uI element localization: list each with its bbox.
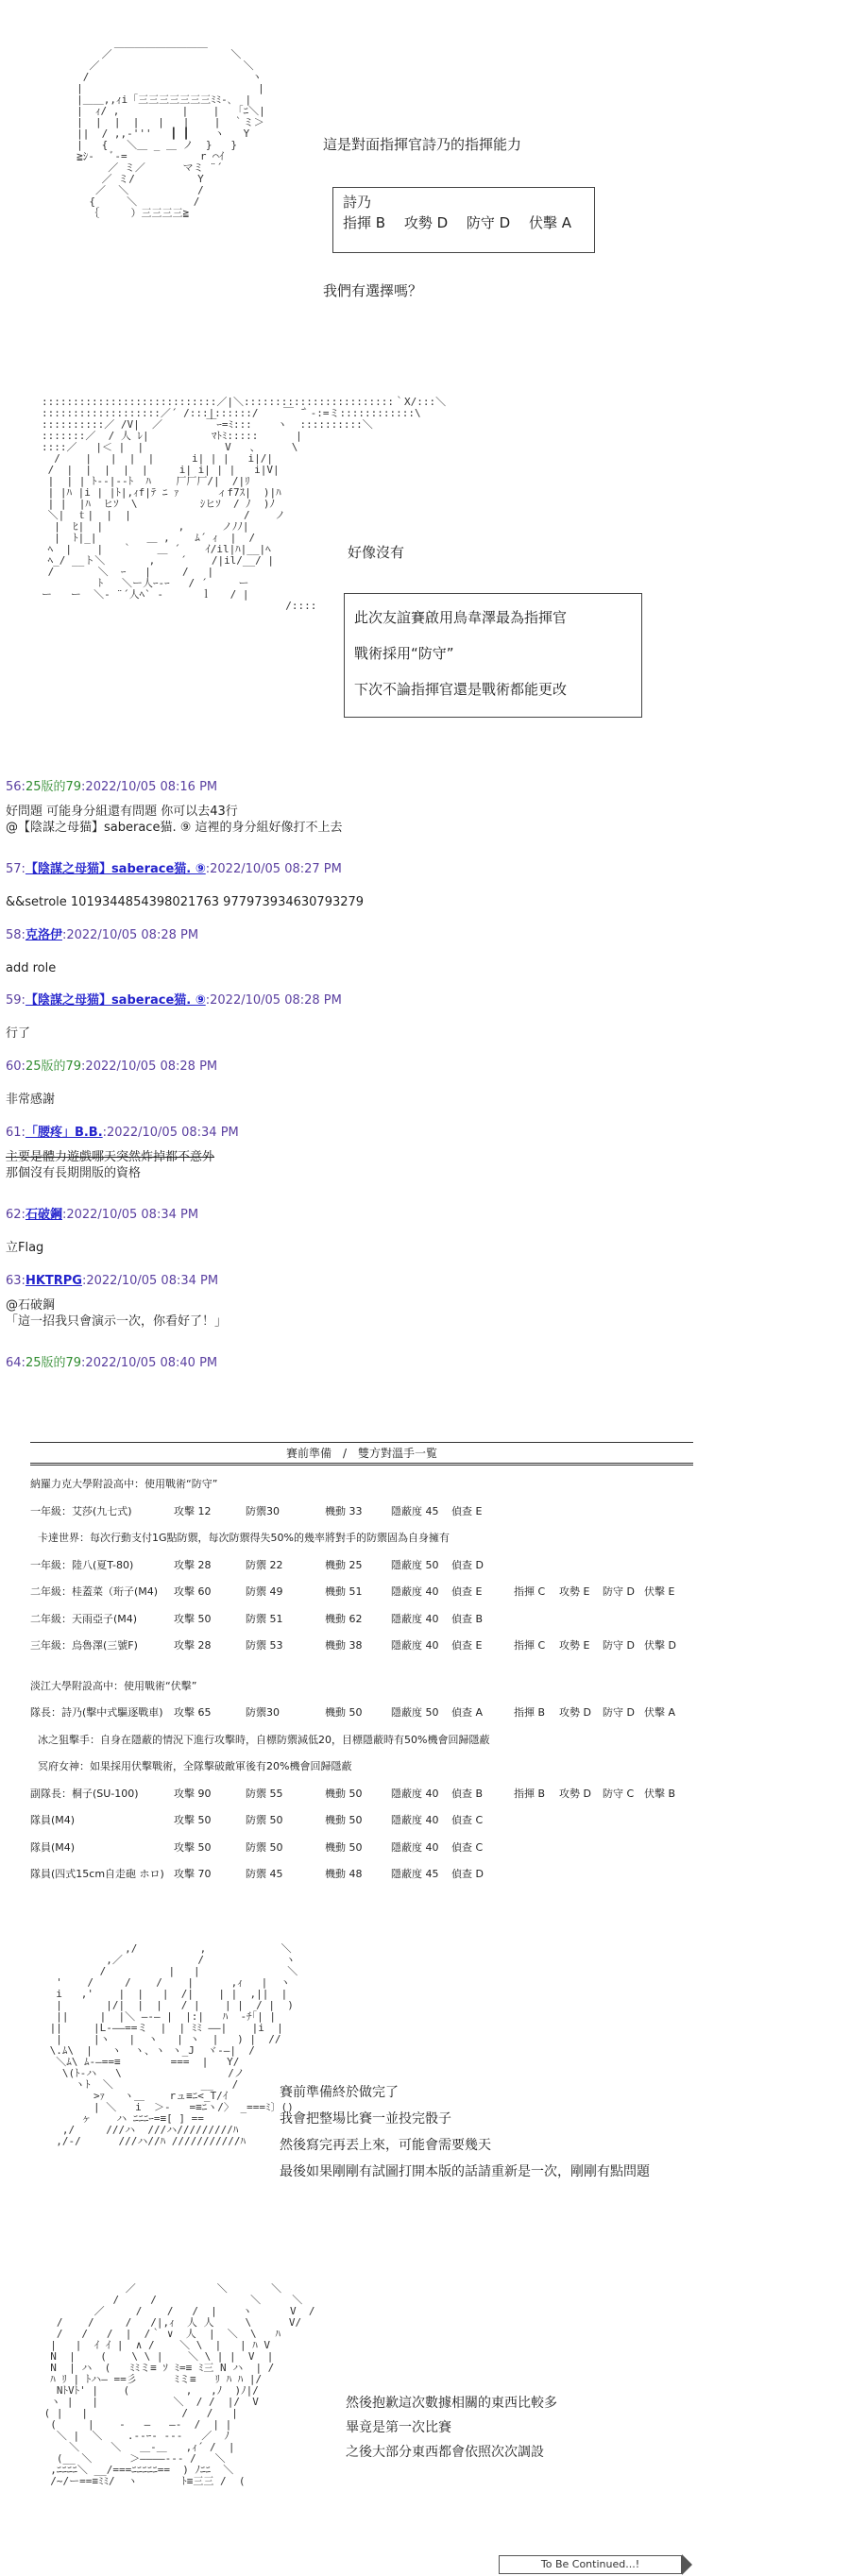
panel3-line: 賽前準備終於做完了 bbox=[280, 2085, 399, 2100]
roster-row bbox=[30, 1835, 693, 1862]
member-stat: 防守 D bbox=[603, 1585, 635, 1598]
school-heading: 淡江大學附設高中：使用戰術“伏擊” bbox=[30, 1679, 197, 1692]
post-64: 64:25版的79:2022/10/05 08:40 PM bbox=[6, 1356, 218, 1370]
post-body-line: 主要是體力遊戲哪天突然炸掉都不意外 bbox=[6, 1150, 215, 1164]
member-stat: 偵查 E bbox=[451, 1504, 483, 1517]
member-name: 隊員(四式15cm自走砲 ホロ) bbox=[30, 1868, 164, 1880]
member-stat: 防禦30 bbox=[246, 1504, 280, 1517]
panel4-line: 畢竟是第一次比賽 bbox=[346, 2420, 451, 2435]
member-stat: 偵查 B bbox=[451, 1612, 484, 1625]
post-date: 2022/10/05 08:34 PM bbox=[66, 1208, 199, 1222]
post-author: 25版的79 bbox=[25, 1356, 82, 1370]
member-stat: 攻勢 E bbox=[559, 1585, 590, 1598]
post-body-line: @【陰謀之母猫】saberace猫. ⑨ 這裡的身分組好像打不上去 bbox=[6, 821, 343, 835]
stats-name: 詩乃 bbox=[343, 194, 372, 211]
post-date: 2022/10/05 08:27 PM bbox=[210, 862, 342, 876]
roster-row bbox=[30, 1781, 693, 1808]
member-name: 隊員(M4) bbox=[30, 1814, 76, 1826]
post-author-link[interactable]: 「腰疼」B.B. bbox=[25, 1126, 103, 1140]
post-body-line: @石破鋼 bbox=[6, 1298, 56, 1313]
roster-row bbox=[30, 1499, 693, 1526]
continued-label: To Be Continued...! bbox=[540, 2558, 640, 2570]
member-stat: 防守 D bbox=[603, 1706, 635, 1719]
post-number[interactable]: 60 bbox=[6, 1059, 22, 1074]
member-stat: 隱蔽度 45 bbox=[391, 1504, 439, 1517]
post-date: 2022/10/05 08:16 PM bbox=[85, 780, 218, 794]
member-name: 二年級：天雨亞子(M4) bbox=[30, 1612, 138, 1625]
member-stat: 攻擊 50 bbox=[174, 1612, 212, 1625]
post-62: 62:石破鋼:2022/10/05 08:34 PM 立Flag bbox=[6, 1208, 199, 1255]
member-stat: 隱蔽度 45 bbox=[391, 1868, 439, 1880]
roster-row bbox=[30, 1633, 693, 1660]
roster-title: 賽前準備 / 雙方對溫手一覧 bbox=[30, 1442, 693, 1466]
member-stat: 偵查 C bbox=[451, 1814, 484, 1826]
panel3-line: 然後寫完再丟上來，可能會需要幾天 bbox=[280, 2138, 491, 2153]
member-stat: 偵查 A bbox=[451, 1706, 484, 1719]
post-author-link[interactable]: 【陰謀之母猫】saberace猫. ⑨ bbox=[25, 862, 206, 876]
roster-row bbox=[30, 1552, 693, 1580]
post-author: 25版的79 bbox=[25, 780, 82, 794]
member-stat: 攻擊 50 bbox=[174, 1814, 212, 1826]
post-date: 2022/10/05 08:28 PM bbox=[85, 1059, 218, 1074]
post-body-line: 行了 bbox=[6, 1026, 31, 1041]
post-body-line: add role bbox=[6, 961, 57, 975]
ascii-art-boy-thinking: ,/ , ＼ ,／ / ヽ / | | ＼ ' / / / | ,ｨ | ヽ i ,' | | | /| | | ,|| | | |/| | | / | | | / | ) || | |＼ ―‐― | |:| ﾊ ‐ﾁ｢| | || |L-――==ミ | | ﾐﾐ ――| |i | | |ヽ | ヽ | ヽ | ) | // \.ﾑ\ | ヽ ヽ、ヽ ヽ_J ヾ-―| / ＼ﾑ\ ﾑ-―==≡ === | Y/ \(ﾄ‐ハ \ /ノ ヽﾄ ＼ __ / >ｧ ヽ＿ rュ≡ﾆ<_T/ｲ | ＼ i ＞‐ =≡ﾆヽ/〉 _===ﾐ〕() ヶ ハ ﾆﾆﾆｰ=≡[ ] == ,/ ///ハ ///ハ/////////ﾊ ,/-/ ///ハ//ﾊ ///////////ﾊ bbox=[49, 1942, 298, 2147]
member-stat: 機動 51 bbox=[325, 1585, 363, 1598]
member-stat: 攻擊 70 bbox=[174, 1868, 212, 1880]
member-name: 一年級：艾莎(九七式) bbox=[30, 1504, 132, 1517]
member-stat: 防禦30 bbox=[246, 1706, 280, 1719]
announcement-box bbox=[344, 593, 642, 718]
member-stat: 隱蔽度 40 bbox=[391, 1814, 439, 1826]
member-stat: 隱蔽度 50 bbox=[391, 1706, 439, 1719]
member-stat: 機動 50 bbox=[325, 1840, 363, 1854]
member-stat: 機動 48 bbox=[325, 1868, 363, 1880]
post-number[interactable]: 64 bbox=[6, 1356, 22, 1370]
post-author-link[interactable]: 克洛伊 bbox=[25, 928, 62, 942]
member-stat: 隱蔽度 40 bbox=[391, 1639, 439, 1652]
post-number[interactable]: 57 bbox=[6, 862, 22, 876]
post-date: 2022/10/05 08:28 PM bbox=[210, 993, 342, 1008]
post-59: 59:【陰謀之母猫】saberace猫. ⑨:2022/10/05 08:28 PM 行了 bbox=[6, 993, 342, 1041]
school-note: 冥府女神：如果採用伏擊戰術，全隊擊破敵軍後有20%機會回歸隱蔽 bbox=[38, 1760, 352, 1772]
member-stat: 隱蔽度 40 bbox=[391, 1585, 439, 1598]
post-author-link[interactable]: 石破鋼 bbox=[25, 1208, 62, 1222]
member-stat: 防禦 50 bbox=[246, 1814, 283, 1826]
member-stat: 防禦 51 bbox=[246, 1612, 283, 1625]
announcement-line: 此次友誼賽啟用鳥韋澤最為指揮官 bbox=[354, 609, 568, 626]
post-author-link[interactable]: 【陰謀之母猫】saberace猫. ⑨ bbox=[25, 993, 206, 1008]
stats-box bbox=[332, 187, 595, 253]
member-stat: 攻擊 12 bbox=[174, 1504, 212, 1517]
member-stat: 指揮 C bbox=[514, 1585, 546, 1598]
member-stat: 伏擊 E bbox=[644, 1585, 675, 1598]
member-stat: 偵查 D bbox=[451, 1868, 484, 1880]
member-stat: 機動 62 bbox=[325, 1612, 363, 1625]
member-stat: 防守 D bbox=[603, 1639, 635, 1652]
panel1-question: 我們有選擇嗎？ bbox=[323, 282, 423, 299]
post-57: 57:【陰謀之母猫】saberace猫. ⑨:2022/10/05 08:27 PM &&setrole 1019344854398021763 977973934630793279 bbox=[6, 862, 365, 909]
member-stat: 防禦 50 bbox=[246, 1840, 283, 1854]
member-stat: 伏擊 B bbox=[644, 1787, 676, 1800]
roster-row bbox=[30, 1606, 693, 1634]
panel3-line: 最後如果剛剛有試圖打開本版的話請重新是一次，剛剛有點問題 bbox=[280, 2164, 650, 2179]
panel1-caption: 這是對面指揮官詩乃的指揮能力 bbox=[323, 136, 522, 153]
member-stat: 偵查 E bbox=[451, 1585, 483, 1598]
post-number[interactable]: 61 bbox=[6, 1126, 22, 1140]
member-stat: 機動 50 bbox=[325, 1814, 363, 1826]
post-number[interactable]: 59 bbox=[6, 993, 22, 1008]
member-stat: 隱蔽度 40 bbox=[391, 1612, 439, 1625]
post-body-line: 好問題 可能身分組還有問題 你可以去43行 bbox=[6, 805, 238, 819]
announcement-line: 戰術採用“防守” bbox=[354, 645, 454, 662]
roster-table bbox=[30, 1442, 693, 1889]
post-date: 2022/10/05 08:28 PM bbox=[66, 928, 199, 942]
post-date: 2022/10/05 08:34 PM bbox=[86, 1274, 219, 1288]
post-author: 25版的79 bbox=[25, 1059, 82, 1074]
post-60: 60:25版的79:2022/10/05 08:28 PM 非常感謝 bbox=[6, 1059, 218, 1107]
member-stat: 偵查 B bbox=[451, 1787, 484, 1800]
post-number[interactable]: 58 bbox=[6, 928, 22, 942]
post-number[interactable]: 62 bbox=[6, 1208, 22, 1222]
roster-row bbox=[30, 1579, 693, 1606]
post-body-line: 那個沒有長期開版的資格 bbox=[6, 1166, 142, 1180]
member-stat: 伏擊 A bbox=[644, 1706, 676, 1719]
member-stat: 機動 50 bbox=[325, 1706, 363, 1719]
announcement-line: 下次不論指揮官還是戰術都能更改 bbox=[354, 681, 568, 698]
ascii-art-mushroom-girl: ＿＿＿＿＿＿＿＿＿ ／ ＼ ／ ＼ / ヽ | | |＿＿,,ｨi「三三三三三三三ﾐﾐ‐､ | | ｨ/ , | | ｢ﾆ＼| | | | | | | | ｀ミ＞ || / ,,‐''' ┃ ┃ ヽ Y | { ＼＿ _ ＿ ノ } } ≧ｼ‐ ﾞ‐= r ⌒ｲ ／ ミ／ マミ ¨´ ／ ミ/ Y ／ ＼ / { ＼ / ｛ ）三三三三≧ bbox=[76, 37, 265, 219]
member-stat: 偵查 E bbox=[451, 1639, 483, 1652]
member-stat: 防禦 49 bbox=[246, 1585, 283, 1598]
member-stat: 機動 50 bbox=[325, 1787, 363, 1800]
stats-line: 指揮 B 攻勢 D 防守 D 伏擊 A bbox=[343, 214, 572, 231]
ascii-art-boy-apologizing: ／ ＼ ＼ / / ＼ ＼ ／ / / / | ヽ V / / / / /|,ｨ 人 人 \ V/ / / / | /｀ ∨ 人 | ＼ \ ﾊ | | ｲ ｲ | ∧ / ＼ \ | | ﾊ V N | ( \ \ | ＼ \ | | V | N | ハ ( ﾐﾐミ≡ ｿ ﾐ=≡ ﾐ三 N ハ | / ﾊ ﾘ | ﾄハ― ==彡 ﾐミ≡ ﾘ ﾊ ﾊ |/ NﾄVﾄ' | ( , ,ﾉ )ﾉ|/ ヽ | | ＼ / / |/ V ( | | / / | ( | ‐ ― ―‐ / | | ＼ | ＼ .--ｰ‐ ‐-- ／ ﾉ ＼ ＼ ＿‐＿ ,ｨ´ / | (__ ＼ ＞――――‐‐‐ / ＼ ,ﾆﾆﾆﾆ＼ __/===ﾆﾆﾆﾆﾆ== ) ﾉﾆﾆ ＼ /~/ー==≡ﾐﾐ/ ヽ ﾄ≡三三 / ( bbox=[43, 2282, 315, 2487]
member-name: 隊長：詩乃(擊中式驅逐戰車) bbox=[30, 1706, 163, 1719]
member-stat: 防禦 55 bbox=[246, 1787, 283, 1800]
panel2-reply: 好像沒有 bbox=[348, 544, 405, 561]
member-stat: 防禦 53 bbox=[246, 1639, 283, 1652]
member-stat: 防守 C bbox=[603, 1787, 635, 1800]
post-56: 56:25版的79:2022/10/05 08:16 PM 好問題 可能身分組還有問題 你可以去43行 @【陰謀之母猫】saberace猫. ⑨ 這裡的身分組好像打不上去 bbox=[6, 780, 343, 835]
member-stat: 偵查 C bbox=[451, 1840, 484, 1854]
member-stat: 機動 33 bbox=[325, 1504, 363, 1517]
roster-row bbox=[30, 1700, 693, 1727]
school-note: 冰之狙擊手：自身在隱蔽的情況下進行攻擊時，自標防禦減低20，目標隱蔽時有50%機會回歸隱蔽 bbox=[38, 1733, 490, 1746]
post-number[interactable]: 63 bbox=[6, 1274, 22, 1288]
member-stat: 攻擊 65 bbox=[174, 1706, 212, 1719]
member-stat: 隱蔽度 40 bbox=[391, 1840, 439, 1854]
member-stat: 攻勢 D bbox=[559, 1706, 591, 1719]
to-be-continued-banner bbox=[499, 2555, 682, 2574]
post-body-line: 立Flag bbox=[6, 1241, 44, 1255]
member-stat: 攻擊 60 bbox=[174, 1585, 212, 1598]
member-stat: 防禦 22 bbox=[246, 1558, 283, 1571]
member-stat: 攻擊 28 bbox=[174, 1639, 212, 1652]
post-number[interactable]: 56 bbox=[6, 780, 22, 794]
post-body-line: &&setrole 1019344854398021763 977973934630793279 bbox=[6, 895, 365, 909]
member-name: 一年級：陸八(夏T-80) bbox=[30, 1558, 134, 1571]
ascii-art-girl-with-hood: ::::::::::::::::::::::::::::／|＼::::::::::::::::::::::::｀X/:::＼ :::::::::::::::::::／´ /:::|::::::/ ￣ ̄｀‐:=ミ::::::::::::\ ::::::::::／ /V| ／ ￣ｰ=ﾐ::: ヽ ::::::::::＼ :::::::／ / 人 ﾚ| ﾏﾄﾐ::::: | ::::／ |＜ | | V 、 \ / | | | | i| | | i|/| / | | | | | i| i| | | i|V| | | | ﾄ--|--ﾄ ﾊ 厂厂厂/| /|ﾘ | |ﾊ |i | |ﾄ|,ｨf|ﾃ ﾆ ｧ ィf7ｽ| )|ﾊ | | |ﾊ ヒｿ \ ｼヒｿ / ﾉ )ﾉ ＼| ｔ| | | / ノ | ﾋ| | , ノﾉﾉ| | ﾄ|_| ＿ , ﾑ´ ｨ | / ﾍ | | ｀ ＿ ´ ｲ/il|ﾊ|__|ﾍ ﾍ_/ __ト＼ , ´ /|il/__/ | / ＼ ｰ | / | ﾄ ＼ー人ｰ‐ｰ / ´ ー ー ー ＼‐ ¨´人ﾍ` ‐ ｌ / | /:::: bbox=[42, 396, 447, 612]
member-stat: 機動 25 bbox=[325, 1558, 363, 1571]
member-stat: 指揮 B bbox=[514, 1706, 546, 1719]
panel4-text bbox=[346, 2391, 557, 2465]
member-stat: 攻擊 50 bbox=[174, 1840, 212, 1854]
member-stat: 攻擊 28 bbox=[174, 1558, 212, 1571]
member-name: 三年級：烏魯澤(三號F) bbox=[30, 1639, 138, 1652]
member-stat: 攻勢 E bbox=[559, 1639, 590, 1652]
member-name: 隊員(M4) bbox=[30, 1840, 76, 1854]
member-stat: 指揮 B bbox=[514, 1787, 546, 1800]
post-date: 2022/10/05 08:34 PM bbox=[107, 1126, 239, 1140]
roster-row bbox=[30, 1807, 693, 1835]
panel4-line: 然後抱歉這次數據相關的東西比較多 bbox=[346, 2396, 557, 2411]
panel3-line: 我會把整場比賽一並投完骰子 bbox=[280, 2111, 451, 2127]
member-stat: 隱蔽度 50 bbox=[391, 1558, 439, 1571]
post-61: 61:「腰疼」B.B.:2022/10/05 08:34 PM 主要是體力遊戲哪天突然炸掉都不意外 那個沒有長期開版的資格 bbox=[6, 1126, 239, 1180]
post-63: 63:HKTRPG:2022/10/05 08:34 PM @石破鋼 「這一招我只會演示一次，你看好了！」 bbox=[6, 1274, 228, 1329]
post-date: 2022/10/05 08:40 PM bbox=[85, 1356, 218, 1370]
member-stat: 機動 38 bbox=[325, 1639, 363, 1652]
member-stat: 防禦 45 bbox=[246, 1868, 283, 1880]
panel3-text bbox=[280, 2079, 650, 2185]
member-stat: 指揮 C bbox=[514, 1639, 546, 1652]
roster-row bbox=[30, 1861, 693, 1889]
post-author-link[interactable]: HKTRPG bbox=[25, 1274, 82, 1288]
school-heading: 納羅力克大學附設高中：使用戰術“防守” bbox=[30, 1478, 218, 1490]
member-stat: 攻勢 D bbox=[559, 1787, 591, 1800]
post-58: 58:克洛伊:2022/10/05 08:28 PM add role bbox=[6, 928, 199, 975]
member-stat: 隱蔽度 40 bbox=[391, 1787, 439, 1800]
member-stat: 攻擊 90 bbox=[174, 1787, 212, 1800]
member-stat: 偵查 D bbox=[451, 1558, 484, 1571]
school-note: 卡達世界：每次行動支付1G點防禦，每次防禦得失50%的幾率將對手的防禦固為自身擁有 bbox=[38, 1532, 450, 1544]
member-stat: 伏擊 D bbox=[644, 1639, 676, 1652]
member-name: 副隊長：桐子(SU-100) bbox=[30, 1787, 139, 1800]
panel4-line: 之後大部分東西都會依照次次調設 bbox=[346, 2445, 544, 2460]
post-body-line: 非常感謝 bbox=[6, 1093, 56, 1107]
member-name: 二年級：桂蓋菜（珩子(M4) bbox=[30, 1585, 159, 1598]
post-body-line: 「這一招我只會演示一次，你看好了！」 bbox=[6, 1314, 228, 1329]
